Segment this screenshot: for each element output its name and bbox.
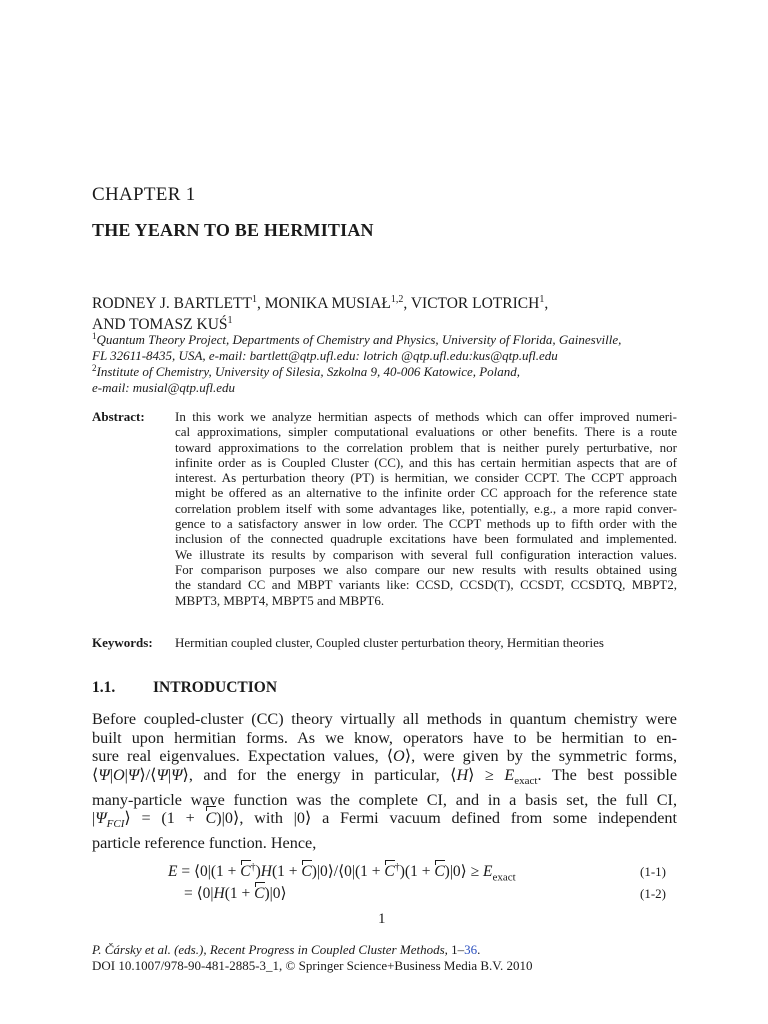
affiliation-mark: 1	[92, 331, 97, 341]
body-line: many-particle wave function was the complete CI, and in a basis set, the full CI,	[92, 790, 677, 809]
keywords-label: Keywords:	[92, 635, 153, 650]
author-list: RODNEY J. BARTLETT$^1$, MONIKA MUSIAŁ$^{1,2}$, VICTOR LOTRICH$^1$, AND TOMASZ KUŚ$^1$	[92, 294, 549, 333]
affiliation-line: FL 32611-8435, USA, e-mail: bartlett@qtp.ufl.edu: lotrich @qtp.ufl.edu:kus@qtp.ufl.edu	[92, 348, 558, 363]
abstract-text	[175, 409, 677, 608]
author-name: AND TOMASZ KUŚ	[92, 316, 228, 333]
body-paragraph	[92, 710, 677, 853]
chapter-label: CHAPTER 1	[92, 184, 196, 205]
equation-1-2: = ⟨0|H(1 + C)|0⟩	[184, 885, 287, 902]
section-title: INTRODUCTION	[153, 679, 278, 696]
author-affiliation-mark: 1	[227, 315, 233, 326]
equation-number: (1-1)	[640, 864, 666, 879]
chapter-title: THE YEARN TO BE HERMITIAN	[92, 220, 374, 240]
author-name: MONIKA MUSIAŁ	[264, 295, 391, 312]
body-line: particle reference function. Hence,	[92, 834, 317, 853]
abstract-line: We illustrate its results by comparison with several full configuration interaction values.	[175, 546, 677, 562]
author-affiliation-mark: 1	[539, 294, 545, 305]
abstract-line: cal approximations, simpler computational evaluations or other benefits. There is a route	[175, 424, 677, 440]
body-text-span: , with |0⟩ a Fermi vacuum defined from some independent	[239, 809, 677, 828]
keywords-text: Hermitian coupled cluster, Coupled cluster perturbation theory, Hermitian theories	[175, 635, 604, 650]
body-line: sure real eigenvalues. Expectation values, ⟨O⟩, were given by the symmetric forms,	[92, 747, 677, 766]
abstract-line: might be offered as an alternative to the infinite order CC approach for the reference state	[175, 485, 677, 501]
body-text-span: , and for the energy in particular,	[188, 765, 451, 784]
abstract-line: correlation problem itself with some advantages like, potentially, e.g., a more rapid conver-	[175, 500, 677, 516]
author-name: VICTOR LOTRICH	[410, 295, 540, 312]
body-line: Before coupled-cluster (CC) theory virtually all methods in quantum chemistry were	[92, 710, 677, 728]
equation-1-1: E = ⟨0|(1 + C†)H(1 + C)|0⟩/⟨0|(1 + C†)(1 + C)|0⟩ ≥ $E_{exact}$	[168, 862, 516, 884]
citation-footer	[92, 942, 480, 958]
abstract-line: For comparison purposes we also compare our new results with results obtained using	[175, 561, 677, 577]
author-name: RODNEY J. BARTLETT	[92, 295, 252, 312]
affiliation-line: e-mail: musial@qtp.ufl.edu	[92, 380, 236, 395]
body-text-span: . The best possible	[537, 765, 678, 784]
abstract-line: In this work we analyze hermitian aspects of methods which can offer improved numeri-	[175, 409, 677, 424]
body-text-span: , were given by the symmetric forms,	[411, 747, 677, 766]
doi-footer: DOI 10.1007/978-90-481-2885-3_1, © Springer Science+Business Media B.V. 2010	[92, 958, 533, 973]
abstract-line: the standard CC and MBPT variants like: CCSD, CCSD(T), CCSDT, CCSDTQ, MBPT2,	[175, 577, 677, 593]
abstract-line: MBPT3, MBPT4, MBPT5 and MBPT6.	[175, 592, 385, 608]
page-range-start: 1–	[451, 942, 465, 957]
abstract-line: interest. As perturbation theory (PT) is hermitian, we consider CCPT. The CCPT approach	[175, 470, 677, 486]
author-affiliation-mark: 1	[251, 294, 257, 305]
section-number: 1.1.	[92, 679, 116, 696]
abstract-line: toward approximations to the correlation problem that is neither purely perturbative, nor	[175, 439, 677, 455]
abstract-label: Abstract:	[92, 409, 145, 424]
affiliations	[92, 332, 742, 396]
body-line: built upon hermitian forms. As we know, operators have to be hermitian to en-	[92, 728, 677, 747]
affiliation-line: Institute of Chemistry, University of Silesia, Szkolna 9, 40-006 Katowice, Poland,	[96, 364, 521, 379]
abstract-line: gence to a satisfactory answer in low order. The CCPT methods up to fifth order with the	[175, 516, 677, 532]
body-line: $|\Psi_{FCI}⟩ = (1$ + C)|0⟩, with |0⟩ a Fermi vacuum defined from some independent	[92, 809, 677, 831]
equation-number: (1-2)	[640, 886, 666, 901]
affiliation-mark: 2	[92, 363, 97, 373]
abstract-line: inclusion of the connected quadruple excitations have been formulated and implemented.	[175, 531, 677, 547]
page-number: 1	[378, 911, 386, 927]
page-range-link[interactable]: 36	[464, 942, 478, 957]
citation-text: P. Čársky et al. (eds.), Recent Progress in Coupled Cluster Methods,	[92, 942, 452, 957]
affiliation-line: Quantum Theory Project, Departments of Chemistry and Physics, University of Florida, Gainesville,	[96, 332, 622, 347]
citation-period: .	[477, 942, 481, 957]
body-text-span: sure real eigenvalues. Expectation values,	[92, 747, 387, 766]
author-affiliation-mark: 1,2	[390, 294, 404, 305]
abstract-line: infinite order as is Coupled Cluster (CC), and this has certain hermitian aspects that are of	[175, 454, 677, 470]
body-line: ⟨Ψ|O|Ψ⟩/⟨Ψ|Ψ⟩, and for the energy in particular, ⟨H⟩ ≥ $E_{exact}$. The best possible	[92, 765, 678, 788]
